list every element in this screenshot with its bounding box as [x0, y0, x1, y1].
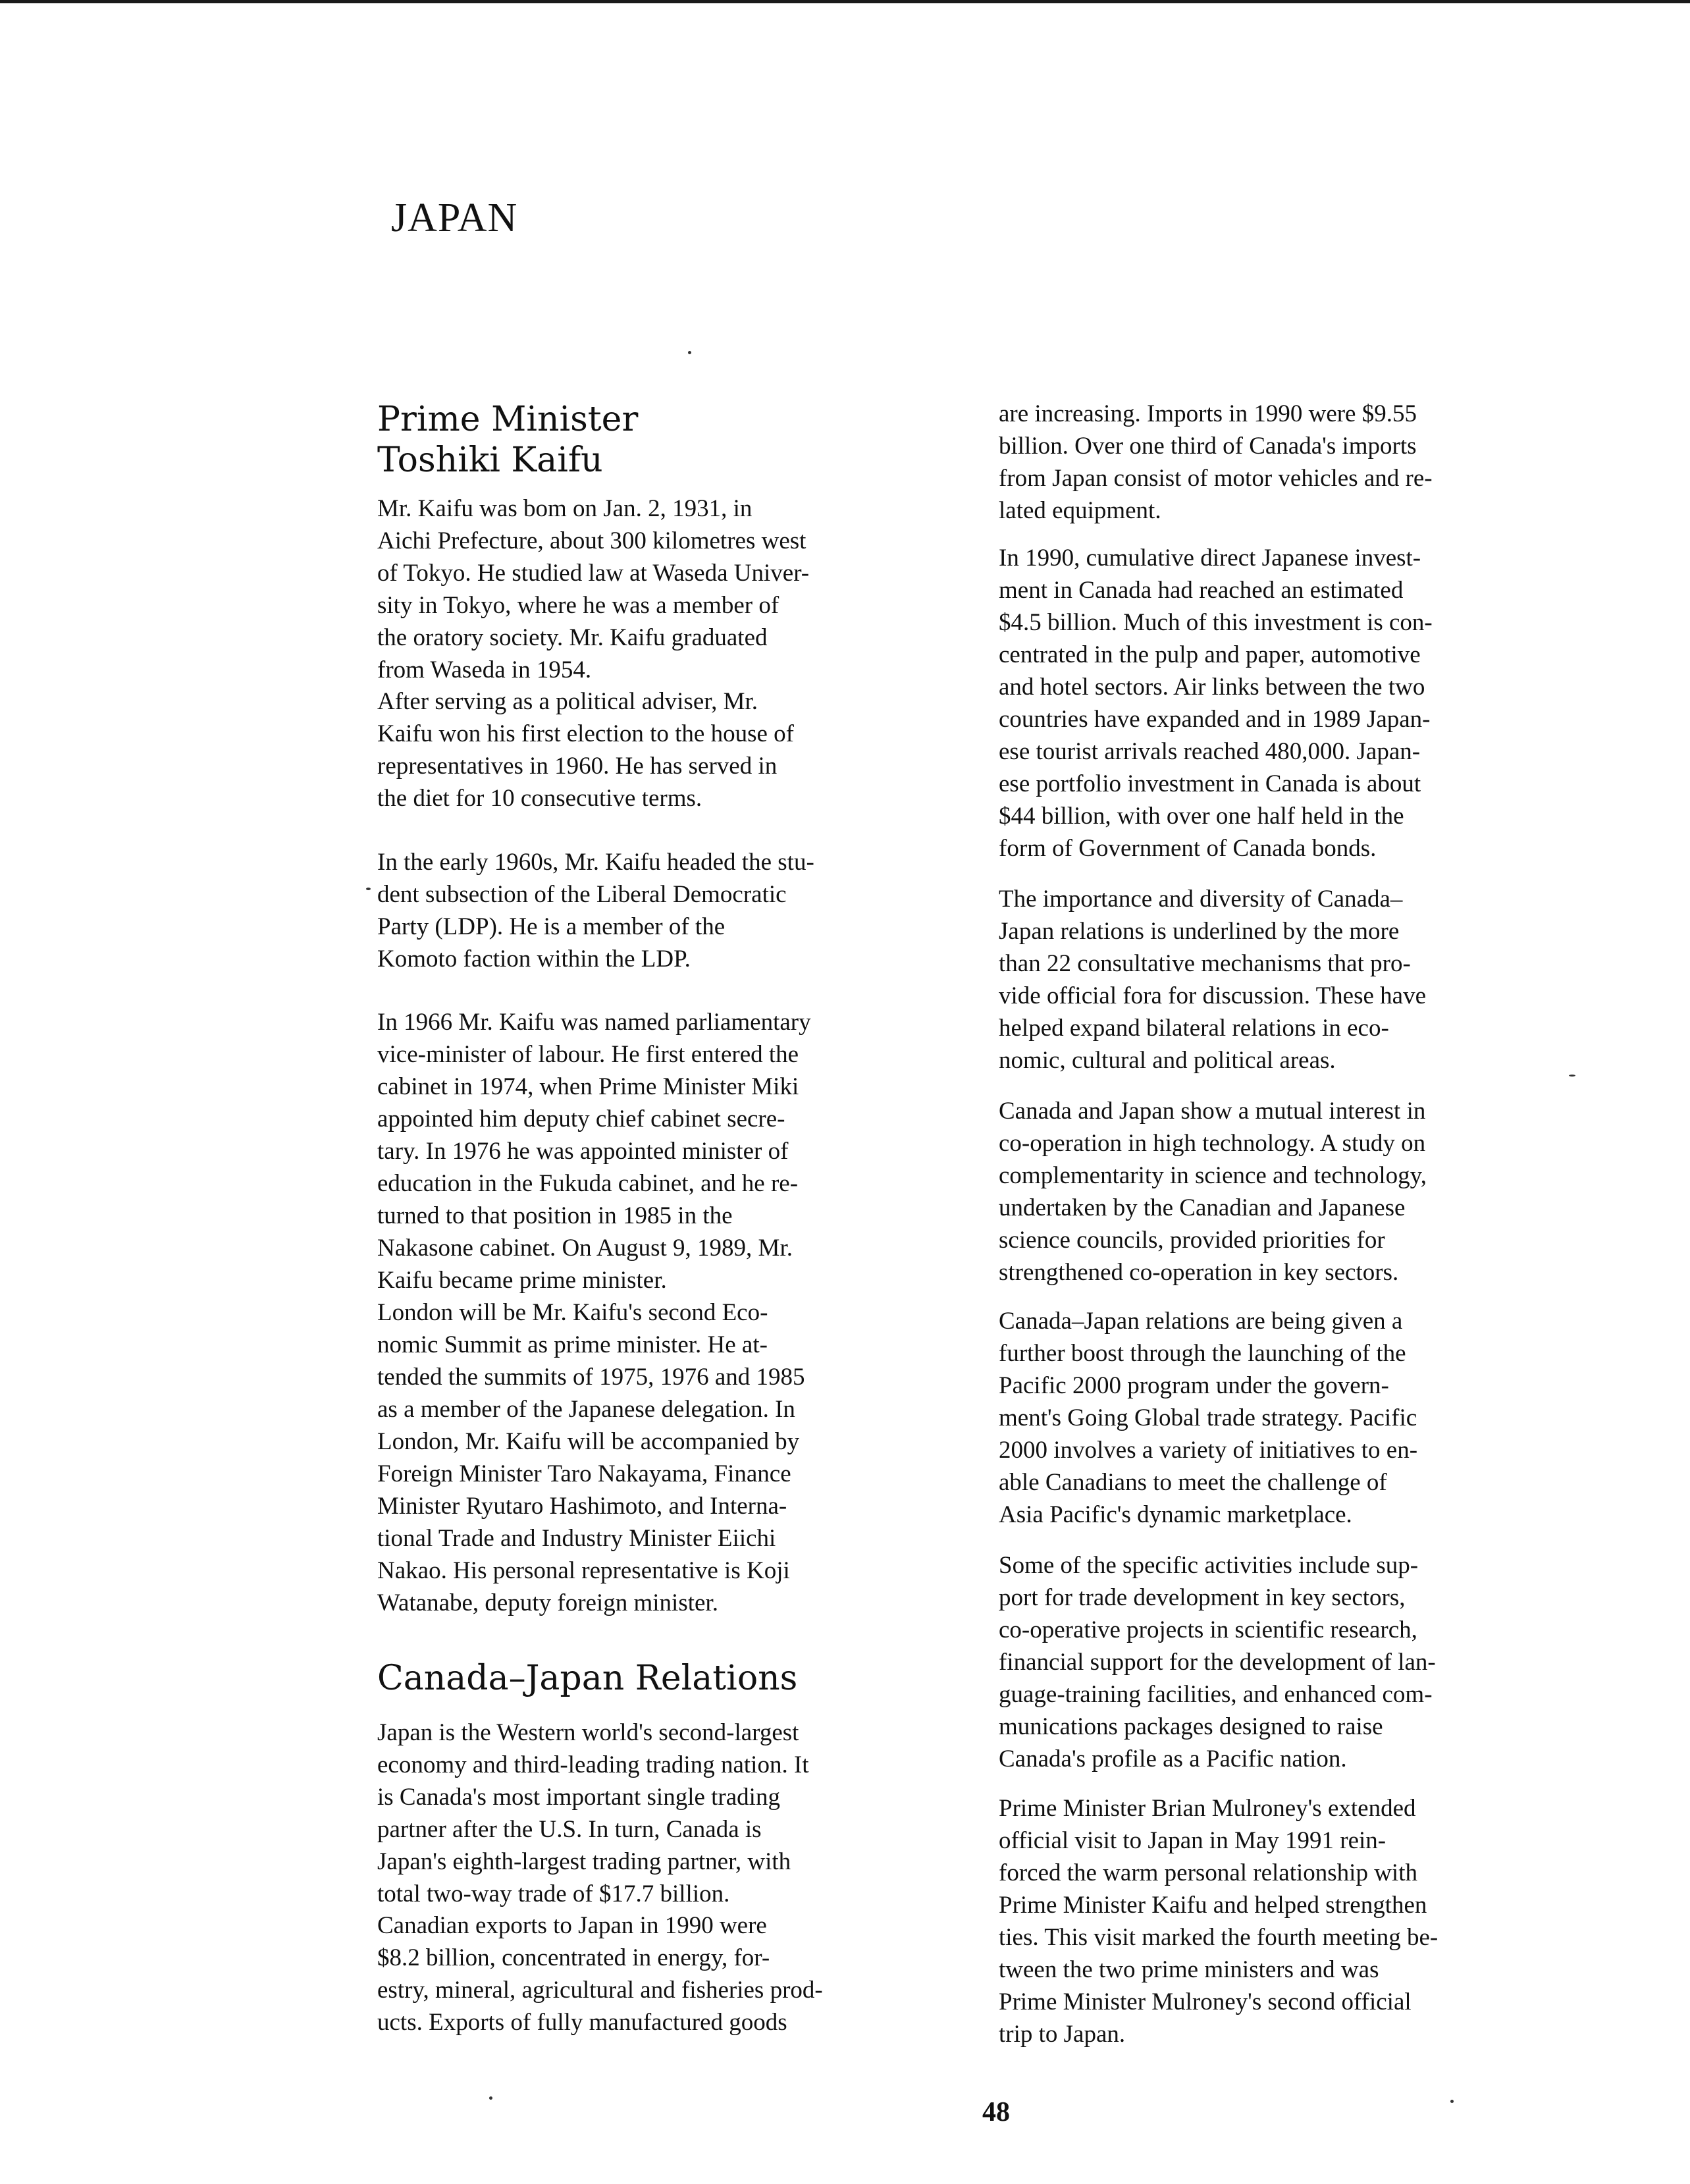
text-line: In the early 1960s, Mr. Kaifu headed the stu- [377, 849, 814, 876]
text-line: tended the summits of 1975, 1976 and 1985 [377, 1364, 805, 1391]
text-line: The importance and diversity of Canada– [999, 886, 1403, 913]
text-line: Prime Minister Kaifu and helped strengthen [999, 1892, 1427, 1919]
text-line: nomic, cultural and political areas. [999, 1047, 1336, 1074]
text-line: Japan's eighth-largest trading partner, with [377, 1848, 791, 1875]
text-line: Watanabe, deputy foreign minister. [377, 1589, 718, 1616]
text-line: Canada and Japan show a mutual interest in [999, 1098, 1426, 1125]
text-line: $8.2 billion, concentrated in energy, for- [377, 1944, 770, 1971]
scan-speck [688, 351, 691, 354]
pm-paragraph [377, 846, 925, 975]
text-line: London, Mr. Kaifu will be accompanied by [377, 1428, 800, 1455]
pm-paragraph [377, 493, 925, 686]
text-line: is Canada's most important single trading [377, 1784, 780, 1811]
right-paragraph [999, 883, 1525, 1077]
text-line: strengthened co-operation in key sectors. [999, 1259, 1399, 1286]
text-line: Some of the specific activities include sup- [999, 1552, 1419, 1579]
text-line: Kaifu won his first election to the house of [377, 720, 794, 747]
pm-heading [377, 399, 925, 481]
text-line: total two-way trade of $17.7 billion. [377, 1880, 730, 1907]
text-line: undertaken by the Canadian and Japanese [999, 1194, 1406, 1221]
text-line: dent subsection of the Liberal Democratic [377, 881, 787, 908]
top-rule [0, 0, 1690, 3]
right-paragraph [999, 1095, 1525, 1289]
text-line: countries have expanded and in 1989 Japan- [999, 706, 1431, 733]
text-line: as a member of the Japanese delegation. In [377, 1396, 795, 1423]
text-line: port for trade development in key sectors, [999, 1584, 1406, 1611]
scan-speck [366, 888, 371, 890]
text-line: Prime Minister Mulroney's second official [999, 1988, 1412, 2015]
text-line: are increasing. Imports in 1990 were $9.55 [999, 400, 1417, 427]
text-line: billion. Over one third of Canada's imports [999, 433, 1417, 460]
text-line: Nakao. His personal representative is Koji [377, 1557, 790, 1584]
scan-speck [1450, 2100, 1454, 2103]
right-paragraph [999, 1305, 1525, 1531]
text-line: partner after the U.S. In turn, Canada is [377, 1816, 762, 1843]
text-line: London will be Mr. Kaifu's second Eco- [377, 1299, 768, 1326]
text-line: ment in Canada had reached an estimated [999, 577, 1404, 604]
text-line: ment's Going Global trade strategy. Pacific [999, 1404, 1417, 1431]
text-line: After serving as a political adviser, Mr. [377, 688, 758, 715]
right-paragraph [999, 1792, 1525, 2050]
text-line: Pacific 2000 program under the govern- [999, 1372, 1389, 1399]
text-line: further boost through the launching of the [999, 1340, 1406, 1367]
text-line: form of Government of Canada bonds. [999, 835, 1377, 862]
text-line: and hotel sectors. Air links between the two [999, 674, 1425, 701]
text-line: of Tokyo. He studied law at Waseda Univer- [377, 560, 810, 587]
text-line: co-operation in high technology. A study on [999, 1130, 1426, 1157]
text-line: Canada–Japan relations are being given a [999, 1308, 1403, 1335]
text-line: official visit to Japan in May 1991 rein- [999, 1827, 1386, 1854]
text-line: vice-minister of labour. He first entered the [377, 1041, 799, 1068]
text-line: tween the two prime ministers and was [999, 1956, 1379, 1983]
text-line: $4.5 billion. Much of this investment is con- [999, 609, 1433, 636]
text-line: ese tourist arrivals reached 480,000. Japan- [999, 738, 1421, 765]
text-line: complementarity in science and technology, [999, 1162, 1427, 1189]
text-line: Canadian exports to Japan in 1990 were [377, 1912, 767, 1939]
text-line: trip to Japan. [999, 2021, 1126, 2048]
right-paragraph [999, 1549, 1525, 1775]
text-line: Party (LDP). He is a member of the [377, 913, 726, 940]
right-paragraph [999, 398, 1525, 527]
text-line: Prime Minister Brian Mulroney's extended [999, 1795, 1416, 1822]
text-line: ties. This visit marked the fourth meeting be- [999, 1924, 1439, 1951]
pm-heading-line2: Toshiki Kaifu [377, 440, 603, 480]
right-paragraph [999, 542, 1525, 865]
text-line: Nakasone cabinet. On August 9, 1989, Mr. [377, 1235, 793, 1262]
text-line: Kaifu became prime minister. [377, 1267, 667, 1294]
text-line: sity in Tokyo, where he was a member of [377, 592, 779, 619]
relations-paragraph [377, 1717, 925, 1910]
country-title: JAPAN [391, 196, 518, 240]
text-line: science councils, provided priorities for [999, 1227, 1385, 1254]
text-line: Canada's profile as a Pacific nation. [999, 1745, 1347, 1772]
text-line: centrated in the pulp and paper, automotive [999, 641, 1421, 668]
text-line: Asia Pacific's dynamic marketplace. [999, 1501, 1352, 1528]
text-line: 2000 involves a variety of initiatives to en- [999, 1437, 1418, 1464]
page-number: 48 [982, 2097, 1010, 2127]
text-line: co-operative projects in scientific research, [999, 1616, 1417, 1643]
text-line: the diet for 10 consecutive terms. [377, 785, 702, 812]
text-line: nomic Summit as prime minister. He at- [377, 1331, 768, 1358]
text-line: the oratory society. Mr. Kaifu graduated [377, 624, 768, 651]
text-line: cabinet in 1974, when Prime Minister Miki [377, 1073, 799, 1100]
text-line: guage-training facilities, and enhanced com- [999, 1681, 1433, 1708]
pm-paragraph [377, 1006, 925, 1296]
relations-heading: Canada–Japan Relations [377, 1659, 798, 1698]
text-line: Foreign Minister Taro Nakayama, Finance [377, 1460, 791, 1487]
text-line: ese portfolio investment in Canada is about [999, 770, 1421, 797]
text-line: Komoto faction within the LDP. [377, 946, 691, 972]
text-line: tional Trade and Industry Minister Eiichi [377, 1525, 776, 1552]
text-line: In 1966 Mr. Kaifu was named parliamentary [377, 1009, 811, 1036]
scan-speck [489, 2096, 492, 2100]
text-line: from Waseda in 1954. [377, 656, 592, 683]
text-line: lated equipment. [999, 497, 1161, 524]
text-line: Mr. Kaifu was bom on Jan. 2, 1931, in [377, 495, 753, 522]
text-line: $44 billion, with over one half held in the [999, 803, 1404, 830]
text-line: estry, mineral, agricultural and fisheries prod- [377, 1977, 823, 2004]
relations-paragraph [377, 1909, 925, 2038]
text-line: Aichi Prefecture, about 300 kilometres west [377, 527, 806, 554]
scan-speck [1569, 1075, 1575, 1077]
text-line: tary. In 1976 he was appointed minister of [377, 1138, 789, 1165]
text-line: forced the warm personal relationship with [999, 1859, 1417, 1886]
text-line: than 22 consultative mechanisms that pro- [999, 950, 1411, 977]
text-line: Japan is the Western world's second-largest [377, 1719, 799, 1746]
text-line: financial support for the development of lan- [999, 1649, 1436, 1676]
text-line: munications packages designed to raise [999, 1713, 1383, 1740]
pm-paragraph [377, 1296, 925, 1619]
text-line: turned to that position in 1985 in the [377, 1202, 733, 1229]
text-line: ucts. Exports of fully manufactured goods [377, 2009, 787, 2036]
text-line: appointed him deputy chief cabinet secre- [377, 1105, 785, 1132]
text-line: from Japan consist of motor vehicles and re- [999, 465, 1433, 492]
text-line: representatives in 1960. He has served in [377, 753, 778, 780]
text-line: able Canadians to meet the challenge of [999, 1469, 1387, 1496]
pm-paragraph [377, 685, 925, 814]
text-line: education in the Fukuda cabinet, and he re- [377, 1170, 799, 1197]
text-line: Japan relations is underlined by the more [999, 918, 1400, 945]
text-line: vide official fora for discussion. These have [999, 982, 1427, 1009]
text-line: economy and third-leading trading nation. It [377, 1751, 809, 1778]
text-line: Minister Ryutaro Hashimoto, and Interna- [377, 1493, 787, 1520]
pm-heading-line1: Prime Minister [377, 400, 639, 439]
text-line: helped expand bilateral relations in eco- [999, 1015, 1389, 1042]
text-line: In 1990, cumulative direct Japanese invest- [999, 545, 1421, 572]
